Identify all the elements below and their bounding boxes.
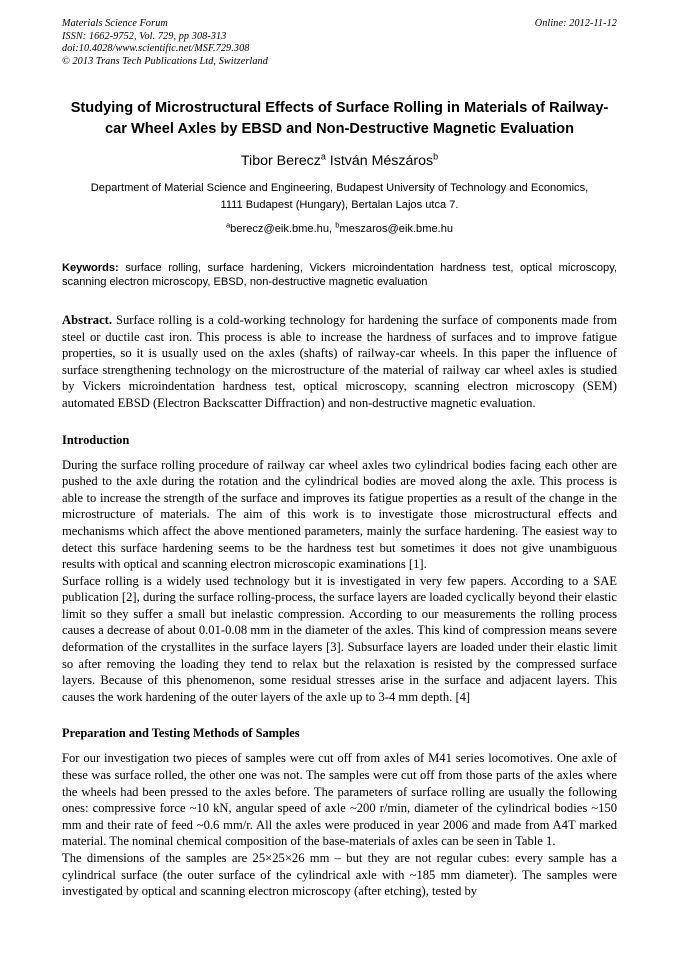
copyright-line: © 2013 Trans Tech Publications Ltd, Switzerland	[62, 55, 268, 67]
section-paragraph: Surface rolling is a widely used technology but it is investigated in very few papers. According to a SAE publication [2], during the surface rolling-process, the surface layers are loaded cyclically beyond their elastic limit so they suffer a small but inelastic compression. According to our measurements the rolling process causes a decrease of about 0.01-0.08 mm in the diameter of the axles. This kind of compression means severe deformation of the crystallites in the surface layers [3]. Subsurface layers are loaded under their elastic limit so after removing the loading they tend to relax but the relaxation is resisted by the compressed surface layers. Because of this phenomenon, some residual stresses arise in the surface and adjacent layers. This causes the work hardening of the outer layers of the axle up to 3-4 mm depth. [4]	[62, 573, 617, 704]
email-address-second: meszaros@eik.bme.hu	[339, 222, 454, 235]
section-heading-preparation: Preparation and Testing Methods of Samples	[62, 726, 300, 741]
section-paragraph: The dimensions of the samples are 25×25×26 mm – but they are not regular cubes: every sample has a cylindrical surface (the outer surface of the cylindrical axle with ~185 mm diameter). The samples were investigated by optical and scanning electron microscopy (after etching), tested by	[62, 851, 617, 899]
publication-header	[62, 18, 617, 68]
online-date: Online: 2012-11-12	[534, 18, 617, 29]
email-address-first: berecz@eik.bme.hu,	[230, 222, 333, 235]
issn-line: ISSN: 1662-9752, Vol. 729, pp 308-313	[62, 30, 227, 42]
keywords-label: Keywords:	[62, 261, 119, 274]
author-marker-second: b	[433, 151, 439, 162]
section-paragraph: For our investigation two pieces of samples were cut off from axles of M41 series locomotives. One axle of these was surface rolled, the other one was not. The samples were cut off from those parts of the axles where the wheels had been pressed to the axles before. The parameters of surface rolling are usually the following ones: compressive force ~10 kN, angular speed of axle ~200 r/min, diameter of the cylindrical bodies ~150 mm and their rate of feed ~0.6 mm/r. All the axles were produced in year 2006 and made from A4T marked material. The nominal chemical composition of the base-materials of axles can be seen in Table 1.	[62, 751, 617, 849]
doi-line: doi:10.4028/www.scientific.net/MSF.729.308	[62, 43, 250, 55]
abstract-label: Abstract.	[62, 312, 113, 327]
section-heading-introduction: Introduction	[62, 432, 130, 447]
author-list	[62, 152, 617, 170]
journal-name: Materials Science Forum	[62, 18, 168, 29]
abstract-text: Surface rolling is a cold-working technology for hardening the surface of components made from steel or ductile cast iron. This process is able to increase the hardness of surfaces and to improve fatigue properties, so it is usually used on the axles (shafts) of railway-car wheels. In this paper the influence of surface strengthening technology on the microstructure of the material of railway car wheel axles is studied by Vickers microindentation hardness test, optical microscopy, scanning electron microscopy (SEM) automated EBSD (Electron Backscatter Diffraction) and non-destructive magnetic evaluation.	[62, 312, 617, 410]
section-paragraph: During the surface rolling procedure of railway car wheel axles two cylindrical bodies facing each other are pushed to the axle during the rotation and the cylindrical bodies are moved along the axle. This process is able to increase the strength of the surface and improves its fatigue properties as a result of the change in the microstructure of materials. The aim of this work is to investigate those microstructural effects and mechanisms which affect the above mentioned parameters, mainly the surface hardening. The easiest way to detect this surface hardening seems to be the hardness test but sometimes it does not give unambiguous results with optical and scanning electron microscopic examinations [1].	[62, 457, 617, 572]
author-name-first: Tibor Berecz	[240, 153, 321, 170]
paper-title: Studying of Microstructural Effects of Surface Rolling in Materials of Railway-car Wheel Axles by EBSD and Non-Destructive Magnetic Evaluation	[70, 100, 609, 137]
publication-meta	[62, 18, 502, 68]
email-marker-first: a	[225, 220, 231, 230]
author-marker-first: a	[320, 151, 326, 162]
author-name-second: István Mészáros	[329, 153, 434, 170]
affiliation: Department of Material Science and Engineering, Budapest University of Technology and Economics, 1111 Budapest (Hungary), Bertalan Lajos utca 7.	[90, 182, 589, 211]
keywords-text: surface rolling, surface hardening, Vickers microindentation hardness test, optical microscopy, scanning electron microscopy, EBSD, non-destructive magnetic evaluation	[62, 261, 617, 289]
email-marker-second: b	[335, 220, 340, 230]
abstract-block	[62, 312, 617, 412]
keywords-block	[62, 261, 617, 290]
author-emails	[62, 222, 617, 237]
